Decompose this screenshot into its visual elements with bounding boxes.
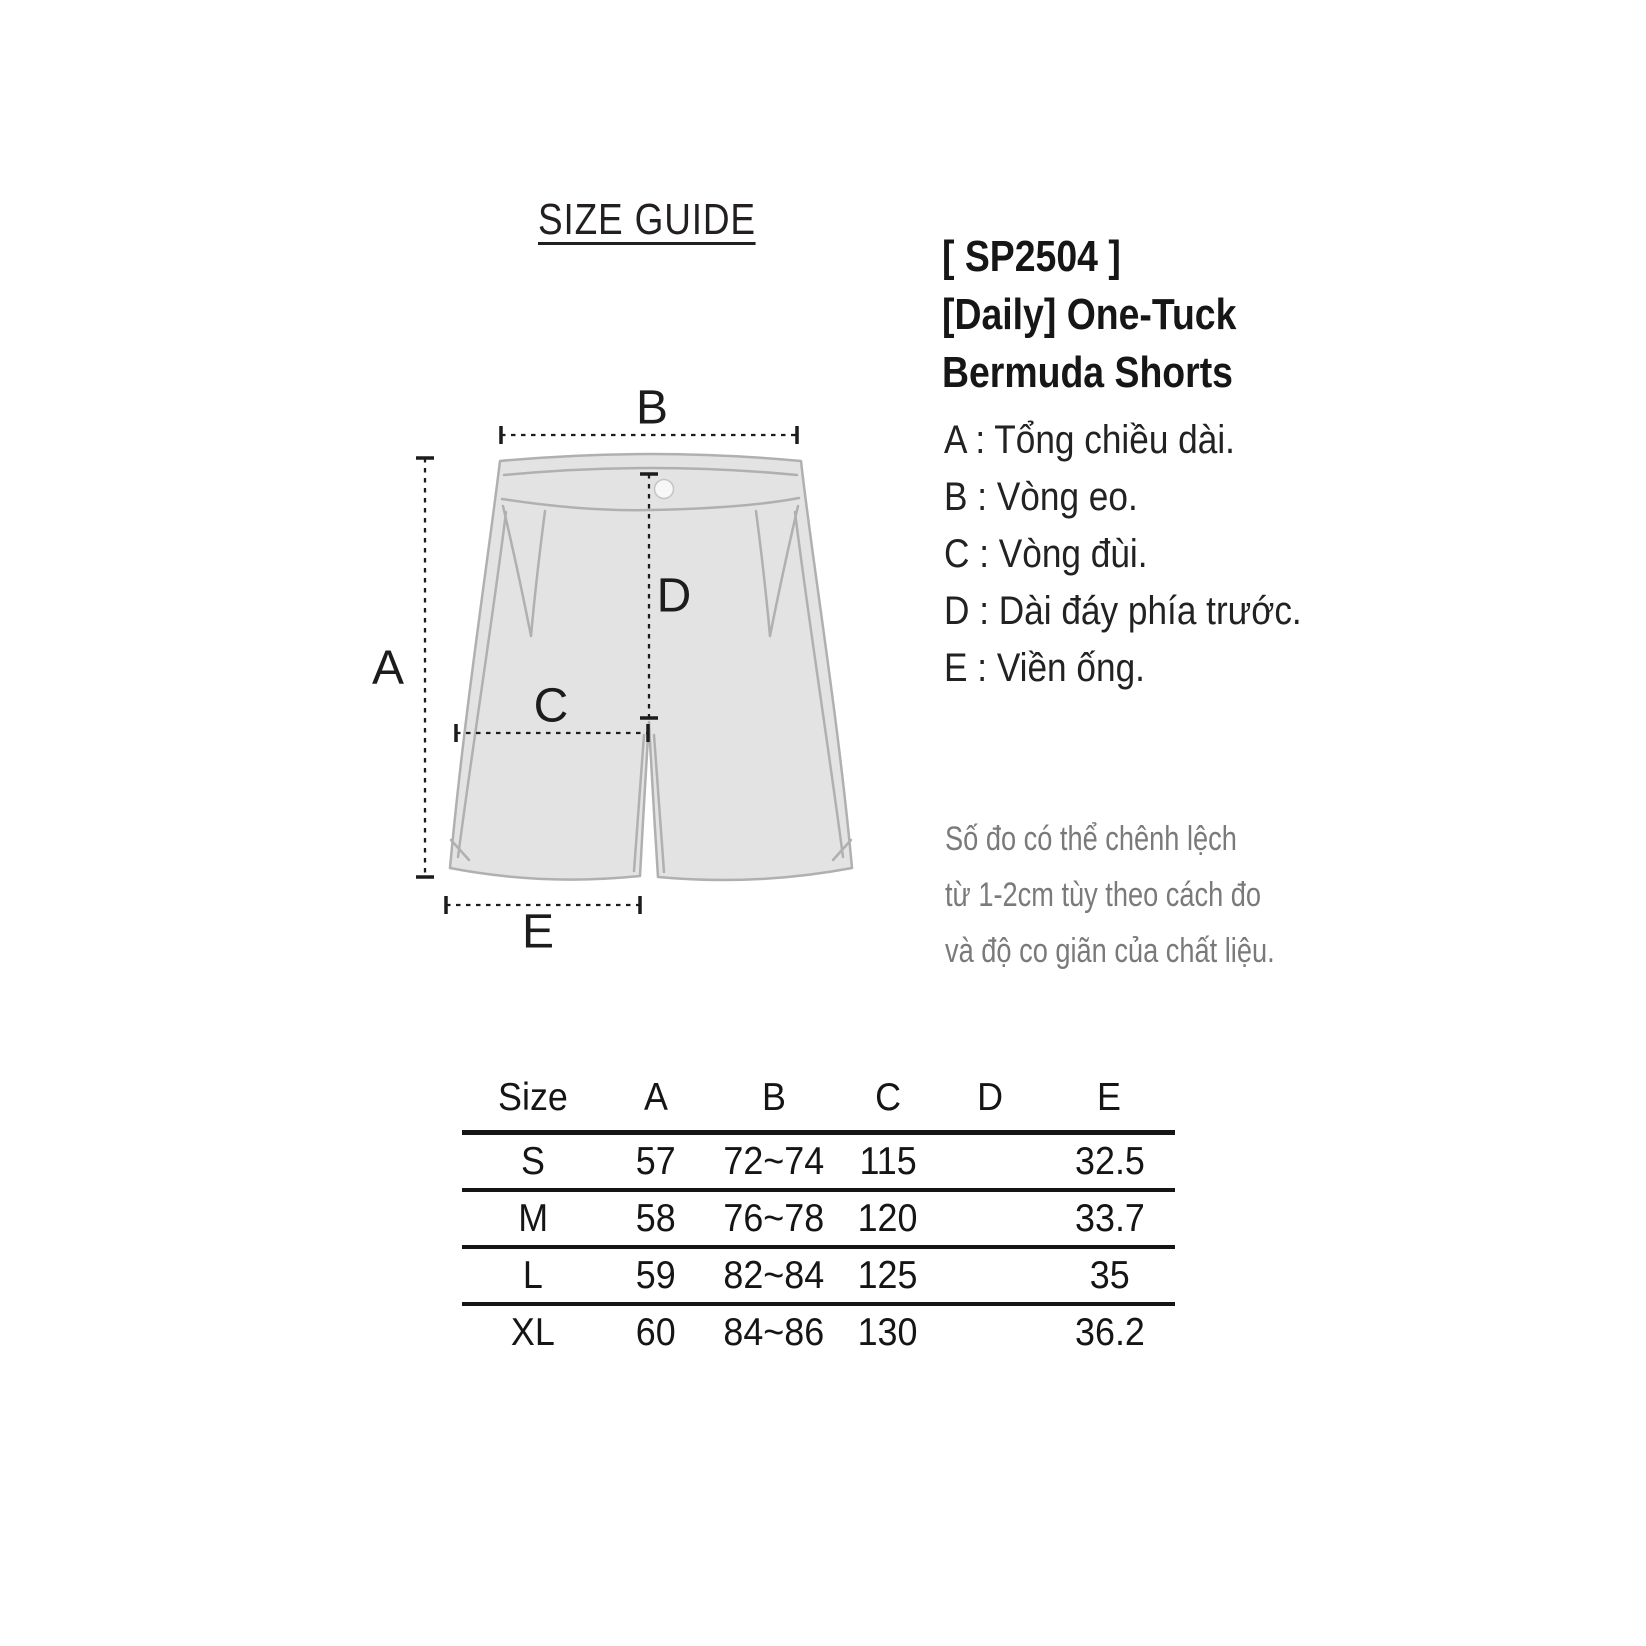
shorts-diagram [340, 370, 910, 960]
table-row-label: XL [511, 1310, 555, 1354]
table-cell: 115 [859, 1139, 917, 1183]
table-row-label: L [523, 1253, 543, 1297]
table-cell: 36.2 [1074, 1310, 1145, 1354]
product-name-line: [Daily] One-Tuck [942, 290, 1237, 339]
page-title: SIZE GUIDE [538, 195, 756, 244]
table-cell: 57 [636, 1139, 676, 1183]
measurement-legend [944, 412, 1350, 697]
legend-item: E : Viền ống. [944, 646, 1145, 690]
table-cell [936, 1254, 1044, 1298]
table-row [462, 1306, 1175, 1359]
dim-label-c: C [533, 679, 569, 733]
note-line: và độ co giãn của chất liệu. [945, 932, 1275, 970]
table-header-cell: D [977, 1076, 1003, 1119]
table-row [462, 1192, 1175, 1249]
shorts-drawing [450, 454, 852, 880]
size-table [462, 1066, 1175, 1359]
table-row [462, 1249, 1175, 1306]
table-cell: 120 [858, 1196, 918, 1240]
table-cell: 76~78 [723, 1196, 825, 1240]
note-line: từ 1-2cm tùy theo cách đo [945, 876, 1262, 914]
legend-item: D : Dài đáy phía trước. [944, 589, 1302, 633]
table-cell: 32.5 [1074, 1139, 1145, 1183]
table-cell: 60 [636, 1310, 676, 1354]
table-header-cell: E [1097, 1076, 1122, 1119]
table-cell: 82~84 [723, 1253, 825, 1297]
table-header-cell: A [644, 1076, 668, 1119]
product-name-line: Bermuda Shorts [942, 348, 1233, 397]
table-cell: 72~74 [723, 1139, 825, 1183]
legend-item: A : Tổng chiều dài. [944, 418, 1235, 462]
table-cell: 59 [636, 1253, 676, 1297]
shorts-outline [450, 454, 852, 880]
dim-a [416, 458, 434, 877]
legend-item: C : Vòng đùi. [944, 532, 1148, 576]
table-row-label: M [518, 1196, 548, 1240]
table-header-cell: Size [498, 1076, 568, 1119]
size-table-body [462, 1135, 1175, 1359]
product-info [942, 228, 1288, 402]
table-row [462, 1135, 1175, 1192]
product-code: [ SP2504 ] [942, 232, 1121, 281]
table-cell: 84~86 [723, 1310, 825, 1354]
table-cell [936, 1311, 1044, 1355]
dim-label-b: B [635, 381, 669, 435]
dim-label-d: D [656, 569, 692, 623]
shorts-diagram-svg [340, 370, 910, 960]
table-cell: 35 [1089, 1253, 1130, 1297]
dim-label-e: E [521, 905, 555, 959]
table-cell [936, 1197, 1044, 1241]
legend-item: B : Vòng eo. [944, 475, 1138, 519]
table-cell: 130 [858, 1310, 918, 1354]
table-cell [936, 1140, 1044, 1184]
table-header-cell: B [762, 1076, 786, 1119]
table-row-label: S [521, 1139, 545, 1183]
table-cell: 33.7 [1074, 1196, 1145, 1240]
tolerance-note [945, 811, 1357, 979]
dim-label-a: A [371, 641, 405, 695]
table-header-cell: C [875, 1076, 901, 1119]
table-cell: 58 [636, 1196, 676, 1240]
size-table-header [462, 1066, 1175, 1135]
table-cell: 125 [858, 1253, 918, 1297]
waist-button-icon [655, 480, 674, 499]
note-line: Số đo có thể chênh lệch [945, 820, 1237, 858]
